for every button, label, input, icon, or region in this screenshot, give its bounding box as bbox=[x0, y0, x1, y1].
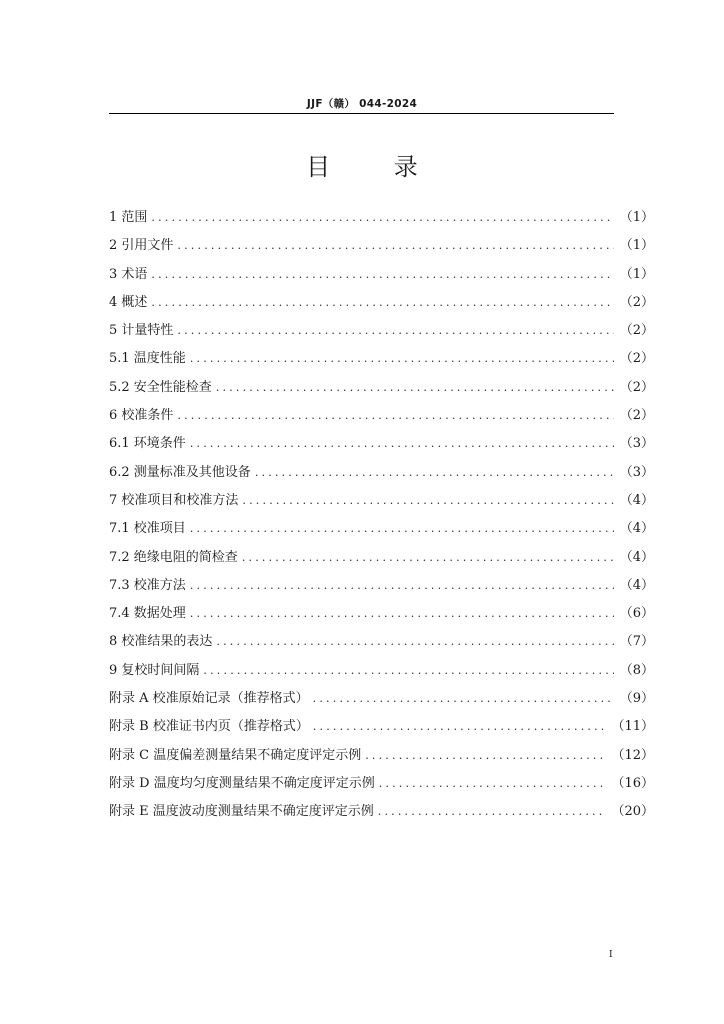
toc-leader-dots bbox=[177, 321, 613, 341]
toc-entry-page: （9） bbox=[619, 691, 654, 707]
toc-entry-label: 5.1 温度性能 bbox=[109, 351, 186, 367]
toc-entry-page: （3） bbox=[619, 464, 654, 480]
toc-entry-page: （7） bbox=[619, 634, 654, 650]
toc-entry[interactable] bbox=[109, 349, 654, 377]
toc-entry-label: 7.2 绝缘电阻的简检查 bbox=[109, 549, 238, 565]
toc-leader-dots bbox=[190, 576, 614, 596]
toc-leader-dots bbox=[151, 293, 613, 313]
toc-entry-label: 8 校准结果的表达 bbox=[109, 634, 213, 650]
toc-entry-label: 6 校准条件 bbox=[109, 408, 174, 424]
toc-entry-page: （2） bbox=[619, 294, 654, 310]
toc-entry-label: 附录 A 校准原始记录（推荐格式） bbox=[109, 691, 309, 707]
toc-entry-page: （2） bbox=[619, 351, 654, 367]
toc-entry-page: （1） bbox=[619, 210, 654, 225]
toc-entry-page: （2） bbox=[619, 323, 654, 339]
toc-entry-label: 1 范围 bbox=[109, 210, 148, 225]
toc-entry-page: （6） bbox=[619, 606, 654, 622]
toc-leader-dots bbox=[177, 236, 613, 256]
toc-entry-label: 4 概述 bbox=[109, 294, 148, 310]
toc-entry[interactable] bbox=[109, 406, 654, 434]
toc-entry[interactable] bbox=[109, 802, 654, 830]
toc-entry-page: （1） bbox=[619, 266, 654, 282]
toc-entry[interactable] bbox=[109, 746, 654, 774]
toc-entry-page: （3） bbox=[619, 436, 654, 452]
toc-leader-dots bbox=[203, 661, 613, 681]
toc-leader-dots bbox=[255, 463, 614, 483]
toc-entry-label: 7.1 校准项目 bbox=[109, 521, 186, 537]
toc-entry[interactable] bbox=[109, 632, 654, 660]
toc-entry[interactable] bbox=[109, 604, 654, 632]
toc-entry-label: 附录 D 温度均匀度测量结果不确定度评定示例 bbox=[109, 775, 375, 791]
toc-entry[interactable] bbox=[109, 236, 654, 264]
toc-entry[interactable] bbox=[109, 689, 654, 717]
toc-entry[interactable] bbox=[109, 434, 654, 462]
toc-leader-dots bbox=[151, 265, 613, 285]
toc-leader-dots bbox=[190, 349, 614, 369]
toc-entry[interactable] bbox=[109, 293, 654, 321]
toc-leader-dots bbox=[313, 717, 606, 737]
toc-entry-page: （4） bbox=[619, 577, 654, 593]
toc-entry-label: 附录 B 校准证书内页（推荐格式） bbox=[109, 719, 309, 735]
toc-entry-page: （16） bbox=[611, 775, 654, 791]
toc-entry-label: 7 校准项目和校准方法 bbox=[109, 492, 239, 508]
page-title: 目 录 bbox=[306, 153, 446, 181]
toc-entry-label: 5 计量特性 bbox=[109, 323, 174, 339]
toc-entry[interactable] bbox=[109, 378, 654, 406]
toc-entry[interactable] bbox=[109, 717, 654, 745]
toc-leader-dots bbox=[151, 208, 613, 228]
toc-leader-dots bbox=[177, 406, 613, 426]
toc-entry-label: 6.2 测量标准及其他设备 bbox=[109, 464, 251, 480]
toc-entry-page: （12） bbox=[611, 747, 654, 763]
toc-entry[interactable] bbox=[109, 576, 654, 604]
toc-entry-label: 7.3 校准方法 bbox=[109, 577, 186, 593]
toc-entry-page: （8） bbox=[619, 662, 654, 678]
toc-leader-dots bbox=[242, 491, 613, 511]
toc-entry[interactable] bbox=[109, 774, 654, 802]
toc-leader-dots bbox=[242, 548, 614, 568]
toc-leader-dots bbox=[378, 802, 606, 822]
toc-leader-dots bbox=[190, 519, 614, 539]
toc-entry[interactable] bbox=[109, 265, 654, 293]
toc-leader-dots bbox=[216, 632, 613, 652]
toc-entry-page: （1） bbox=[619, 238, 654, 254]
toc-entry[interactable] bbox=[109, 321, 654, 349]
toc-entry-label: 5.2 安全性能检查 bbox=[109, 379, 212, 395]
toc-entry[interactable] bbox=[109, 661, 654, 689]
toc-leader-dots bbox=[190, 434, 614, 454]
toc-entry[interactable] bbox=[109, 463, 654, 491]
toc-entry-label: 6.1 环境条件 bbox=[109, 436, 186, 452]
toc-entry[interactable] bbox=[109, 519, 654, 547]
toc-leader-dots bbox=[379, 774, 606, 794]
toc-entry-label: 3 术语 bbox=[109, 266, 148, 282]
toc-leader-dots bbox=[190, 604, 614, 624]
toc-entry-page: （20） bbox=[611, 804, 654, 820]
toc-entry[interactable] bbox=[109, 491, 654, 519]
toc-entry-label: 7.4 数据处理 bbox=[109, 606, 186, 622]
toc-entry[interactable] bbox=[109, 208, 654, 236]
toc-entry-page: （4） bbox=[619, 549, 654, 565]
toc-entry-label: 9 复校时间间隔 bbox=[109, 662, 200, 678]
page-number: I bbox=[609, 950, 613, 960]
toc-entry-label: 2 引用文件 bbox=[109, 238, 174, 254]
header-rule bbox=[109, 113, 614, 114]
toc-entry-label: 附录 C 温度偏差测量结果不确定度评定示例 bbox=[109, 747, 362, 763]
toc-entry-page: （4） bbox=[619, 492, 654, 508]
table-of-contents bbox=[109, 208, 654, 831]
toc-leader-dots bbox=[313, 689, 614, 709]
toc-entry[interactable] bbox=[109, 548, 654, 576]
toc-leader-dots bbox=[365, 746, 605, 766]
toc-entry-page: （2） bbox=[619, 379, 654, 395]
toc-entry-label: 附录 E 温度波动度测量结果不确定度评定示例 bbox=[109, 804, 374, 820]
toc-entry-page: （4） bbox=[619, 521, 654, 537]
toc-entry-page: （11） bbox=[611, 719, 654, 735]
standard-code-header: JJF（赣） 044-2024 bbox=[306, 98, 418, 110]
toc-entry-page: （2） bbox=[619, 408, 654, 424]
toc-leader-dots bbox=[216, 378, 614, 398]
